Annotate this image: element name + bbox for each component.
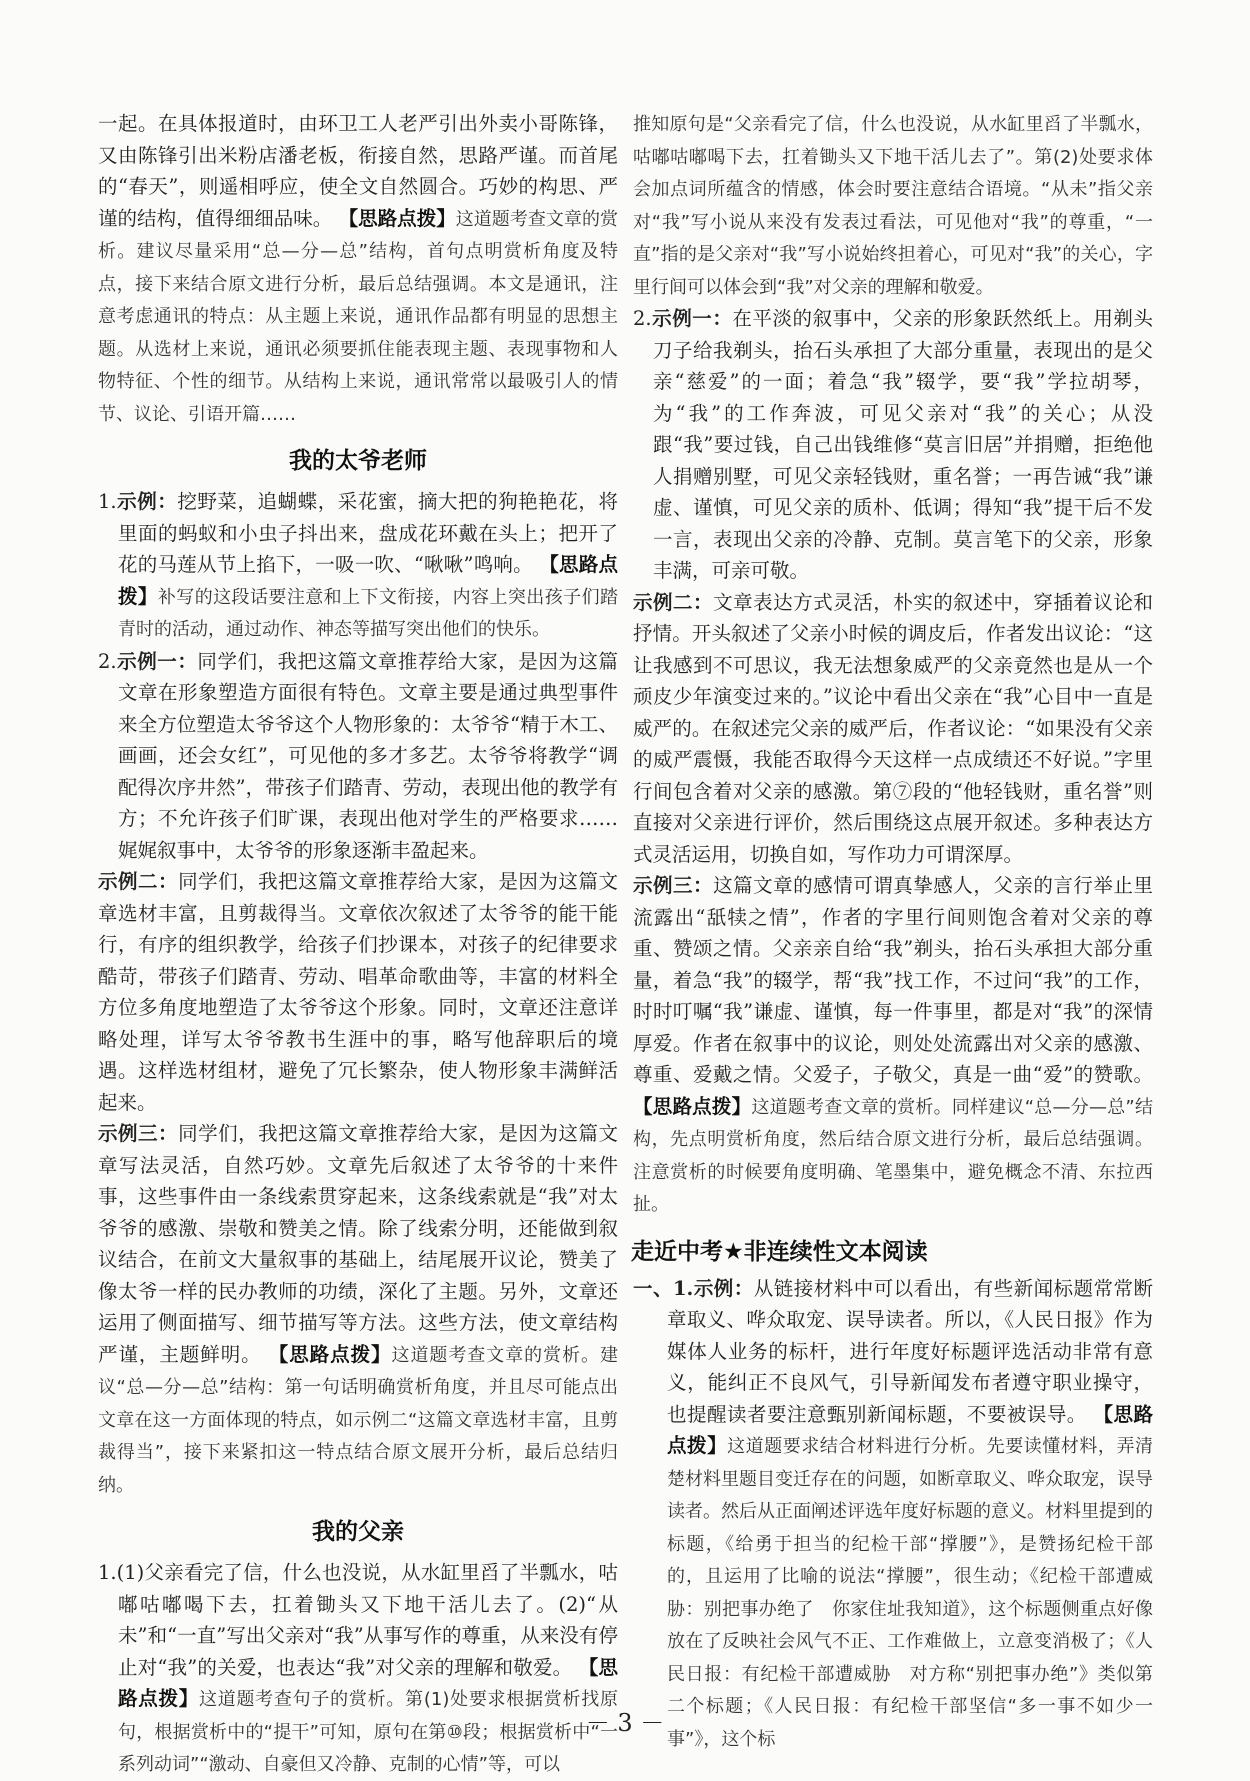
tip-text: 这道题考查文章的赏析。建议尽量采用“总—分—总”结构，首句点明赏析角度及特点，接下来结合原文进行分析，最后总结强调。本文是通讯，注意考虑通讯的特点：从主题上来说，通讯作品都有明显的思想主题。从选材上来说，通讯必须要抓住能表现主题、表现事物和人物特征、个性的细节。从结构上来说，通讯常常以最吸引人的情节、议论、引语开篇…… [98,208,618,425]
answer-item: 1.示例：挖野菜，追蝴蝶，采花蜜，摘大把的狗艳艳花，将里面的蚂蚁和小虫子抖出来，盘成花环戴在头上；把开了花的马莲从节上掐下，一吸一吹、“啾啾”鸣响。 【思路点拨】补写的这段话要注意和上下文衔接，内容上突出孩子们踏青时的活动，通过动作、神态等描写突出他们的快乐。 [98,490,618,640]
example-paragraph: 示例二：同学们，我把这篇文章推荐给大家，是因为这篇文章选材丰富，且剪裁得当。文章依次叙述了太爷爷的能干能行，有序的组织教学，给孩子们抄课本，对孩子的纪律要求酷苛，带孩子们踏青、劳动、唱革命歌曲等，丰富的材料全方位多角度地塑造了太爷爷这个形象。同时，文章还注意详略处理，详写太爷爷教书生涯中的事，略写他辞职后的境遇。这样选材组材，避免了冗长繁杂，使人物形象丰满鲜活起来。 [98,870,618,1114]
answer-item: 1.(1)父亲看完了信，什么也没说，从水缸里舀了半瓢水，咕嘟咕嘟喝下去，扛着锄头又下地干活儿去了。(2)“从未”和“一直”写出父亲对“我”从事写作的尊重，从来没有停止对“我”的关爱，也表达“我”对父亲的理解和敬爱。 【思路点拨】这道题考查句子的赏析。第(1)处要求根据赏析找原句，根据赏析中的“提干”可知，原句在第⑩段；根据赏析中“一系列动词”“激动、自豪但又冷静、克制的心情”等，可以 [98,1561,618,1775]
page-number: － 3 － [585,1709,665,1737]
left-column [98,108,618,1781]
example-paragraph: 示例二：文章表达方式灵活，朴实的叙述中，穿插着议论和抒情。开头叙述了父亲小时候的调皮后，作者发出议论：“这让我感到不可思议，我无法想象威严的父亲竟然也是从一个顽皮少年演变过来的。”议论中看出父亲在“我”心目中一直是威严的。在叙述完父亲的威严后，作者议论：“如果没有父亲的威严震慑，我能否取得今天这样一点成绩还不好说。”字里行间包含着对父亲的感激。第⑦段的“他轻钱财，重名誉”则直接对父亲进行评价，然后围绕这点展开叙述。多种表达方式灵活运用，切换自如，写作功力可谓深厚。 [633,590,1153,866]
example-paragraph: 示例三：这篇文章的感情可谓真挚感人，父亲的言行举止里流露出“舐犊之情”，作者的字里行间则饱含着对父亲的尊重、赞颂之情。父亲亲自给“我”剃头，抬石头承担大部分重量，着急“我”的辍学，帮“我”找工作，不过问“我”的工作，时时叮嘱“我”谦虚、谨慎，每一件事里，都是对“我”的深情厚爱。作者在叙事中的议论，则处处流露出对父亲的感激、尊重、爱戴之情。父爱子，子敬父，真是一曲“爱”的赞歌。 【思路点拨】这道题考查文章的赏析。同样建议“总—分—总”结构，先点明赏析角度，然后结合原文进行分析，最后总结强调。注意赏析的时候要角度明确、笔墨集中，避免概念不清、东拉西扯。 [633,874,1153,1215]
answer-item: 2.示例一：在平淡的叙事中，父亲的形象跃然纸上。用剃头刀子给我剃头，抬石头承担了大部分重量，表现出的是父亲“慈爱”的一面；着急“我”辍学，要“我”学拉胡琴，为“我”的工作奔波，可见父亲对“我”的关心；从没跟“我”要过钱，自己出钱维修“莫言旧居”并捐赠，拒绝他人捐赠别墅，可见父亲轻钱财，重名誉；一再告诫“我”谦虚、谨慎，可见父亲的质朴、低调；得知“我”提干后不发一言，表现出父亲的冷静、克制。莫言笔下的父亲，形象丰满，可亲可敬。 [633,307,1153,582]
section-title-exam: 走近中考★非连续性文本阅读 [631,1238,928,1265]
example-paragraph: 示例三：同学们，我把这篇文章推荐给大家，是因为这篇文章写法灵活，自然巧妙。文章先后叙述了太爷爷的十来件事，这些事件由一条线索贯穿起来，这条线索就是“我”对太爷爷的感激、崇敬和赞美之情。除了线索分明，还能做到叙议结合，在前文大量叙事的基础上，结尾展开议论，赞美了像太爷一样的民办教师的功绩，深化了主题。另外，文章还运用了侧面描写、细节描写等方法。这些方法，使文章结构严谨，主题鲜明。 【思路点拨】这道题考查文章的赏析。建议“总—分—总”结构：第一句话明确赏析角度，并且尽可能点出文章在这一方面体现的特点，如示例二“这篇文章选材丰富，且剪裁得当”，接下来紧扣这一特点结合原文展开分析，最后总结归纳。 [98,1122,618,1496]
answer-item: 2.示例一：同学们，我把这篇文章推荐给大家，是因为这篇文章在形象塑造方面很有特色。文章主要是通过典型事件来全方位塑造太爷爷这个人物形象的：太爷爷“精于木工、画画，还会女红”，可见他的多才多艺。太爷爷将教学“调配得次序井然”，带孩子们踏青、劳动，表现出他的教学有方；不允许孩子们旷课，表现出他对学生的严格要求……娓娓叙事中，太爷爷的形象逐渐丰盈起来。 [98,649,618,862]
right-column [633,108,1153,1755]
answer-item: 一、1.示例：从链接材料中可以看出，有些新闻标题常常断章取义、哗众取宠、误导读者。所以，《人民日报》作为媒体人业务的标杆，进行年度好标题评选活动非常有意义，能纠正不良风气，引导新闻发布者遵守职业操守，也提醒读者要注意甄别新闻标题，不要被误导。 【思路点拨】这道题要求结合材料进行分析。先要读懂材料，弄清楚材料里题目变迁存在的问题，如断章取义、哗众取宠，误导读者。然后从正面阐述评选年度好标题的意义。材料里提到的标题，《给勇于担当的纪检干部“撑腰”》，是赞扬纪检干部的，且运用了比喻的说法“撑腰”，很生动；《纪检干部遭威胁：别把事办绝了 你家住址我知道》，这个标题侧重点好像放在了反映社会风气不正、工作难做上，立意变消极了；《人民日报：有纪检干部遭威胁 对方称“别把事办绝”》类似第二个标题；《人民日报：有纪检干部坚信“多一事不如少一事”》，这个标 [633,1276,1153,1750]
tip-tag: 【思路点拨】 [338,206,456,230]
intro-paragraph: 一起。在具体报道时，由环卫工人老严引出外卖小哥陈锋，又由陈锋引出米粉店潘老板，衔接自然，思路严谨。而首尾的“春天”，则遥相呼应，使全文自然圆合。巧妙的构思、严谨的结构，值得细细品味。 【思路点拨】这道题考查文章的赏析。建议尽量采用“总—分—总”结构，首句点明赏析角度及特点，接下来结合原文进行分析，最后总结强调。本文是通讯，注意考虑通讯的特点：从主题上来说，通讯作品都有明显的思想主题。从选材上来说，通讯必须要抓住能表现主题、表现事物和人物特征、个性的细节。从结构上来说，通讯常常以最吸引人的情节、议论、引语开篇…… [98,112,618,425]
section-title-father: 我的父亲 [312,1519,404,1545]
section-title-taiye: 我的太爷老师 [289,448,427,474]
continued-tip: 推知原句是“父亲看完了信，什么也没说，从水缸里舀了半瓢水，咕嘟咕嘟喝下去，扛着锄头又下地干活儿去了”。第(2)处要求体会加点词所蕴含的情感，体会时要注意结合语境。“从未”指父亲对“我”写小说从来没有发表过看法，可见他对“我”的尊重，“一直”指的是父亲对“我”写小说始终担着心，可见对“我”的关心，字里行间可以体会到“我”对父亲的理解和敬爱。 [633,114,1153,298]
